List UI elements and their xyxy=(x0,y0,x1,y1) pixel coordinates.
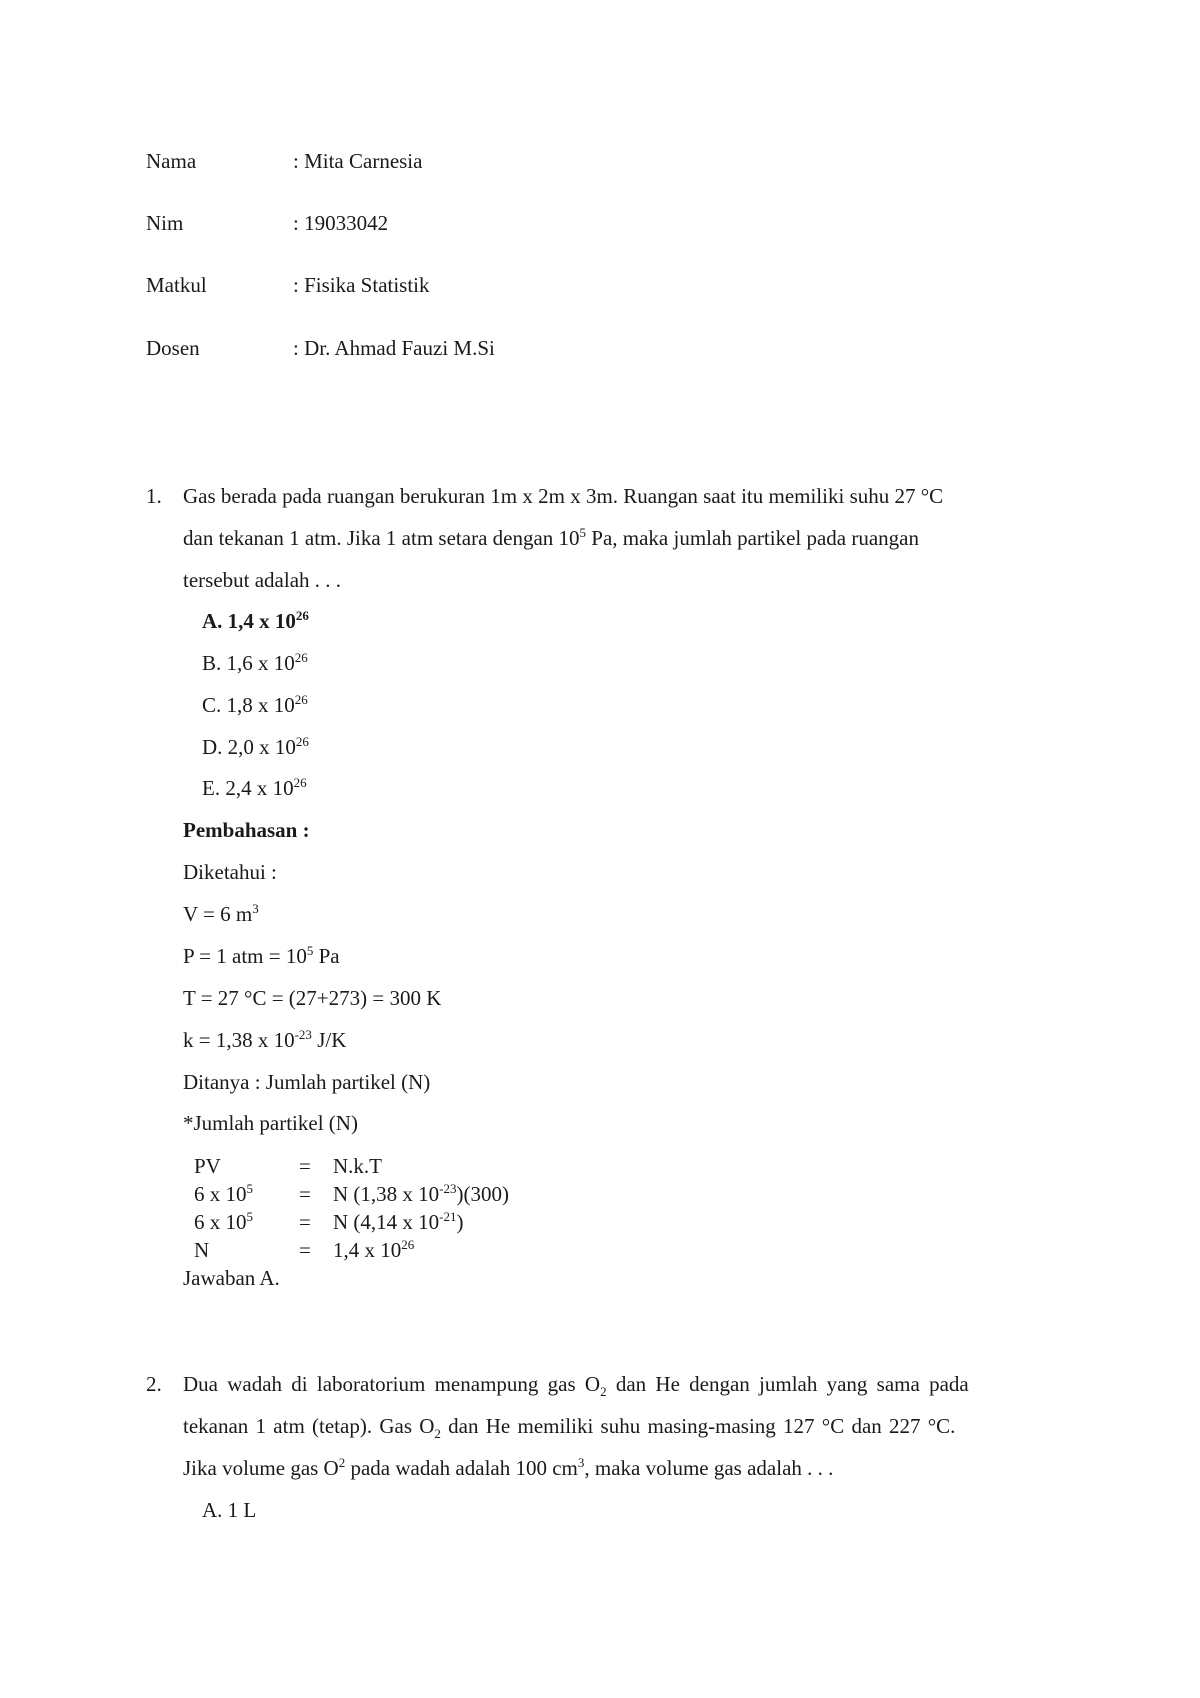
option-b: B. 1,6 x $10^{26}$ xyxy=(202,650,308,675)
label-matkul: Matkul xyxy=(146,273,207,297)
option-a-correct: A. 1,4 x $10^{26}$ xyxy=(202,608,309,633)
equation-row-2: 6 x $10^5$ = N (1,38 x $10^{-23})(300)$ xyxy=(194,1181,509,1206)
question-number: 1. xyxy=(146,484,162,508)
value-nama: : Mita Carnesia xyxy=(293,149,423,173)
equation-row-1: PV = N.k.T xyxy=(194,1154,382,1178)
question-text-line-1: Dua wadah di laboratorium menampung gas $O_2$ dan He dengan jumlah yang sama pada xyxy=(183,1372,969,1399)
label-nama: Nama xyxy=(146,149,197,173)
equation-row-4: N = 1,4 x $10^{26}$ xyxy=(194,1237,415,1262)
option-c: C. 1,8 x $10^{26}$ xyxy=(202,692,308,717)
value-dosen: : Dr. Ahmad Fauzi M.Si xyxy=(293,336,495,360)
value-nim: : 19033042 xyxy=(293,211,389,235)
known-boltzmann: k = 1,38 x $10^{-23}$ J/K xyxy=(183,1027,347,1052)
equation-row-3: 6 x $10^5$ = N (4,14 x $10^{-21}$) xyxy=(194,1209,464,1234)
question-text-line-2: tekanan 1 atm (tetap). Gas $O_2$ dan He memiliki suhu masing-masing 127 °C dan 227 °C. xyxy=(183,1414,956,1441)
option-d: D. 2,0 x $10^{26}$ xyxy=(202,734,309,759)
option-e: E. 2,4 x $10^{26}$ xyxy=(202,775,307,800)
option-a: A. 1 L xyxy=(202,1498,257,1522)
question-number: 2. xyxy=(146,1372,162,1396)
ditanya-line: Ditanya : Jumlah partikel (N) xyxy=(183,1070,431,1094)
label-nim: Nim xyxy=(146,211,184,235)
diketahui-label: Diketahui : xyxy=(183,860,277,884)
jumlah-partikel-heading: *Jumlah partikel (N) xyxy=(183,1111,358,1135)
pembahasan-heading: Pembahasan : xyxy=(183,818,310,842)
question-text-line-3: tersebut adalah . . . xyxy=(183,568,342,592)
question-text-line-1: Gas berada pada ruangan berukuran 1m x 2m x 3m. Ruangan saat itu memiliki suhu 27 °C xyxy=(183,484,944,508)
value-matkul: : Fisika Statistik xyxy=(293,273,430,297)
jawaban-line: Jawaban A. xyxy=(183,1266,280,1290)
label-dosen: Dosen xyxy=(146,336,200,360)
known-pressure: P = 1 atm = $10^5$ Pa xyxy=(183,943,340,968)
known-volume: V = 6 $m^3$ xyxy=(183,901,259,926)
known-temperature: T = 27 °C = (27+273) = 300 K xyxy=(183,986,442,1010)
question-text-line-2: dan tekanan 1 atm. Jika 1 atm setara dengan $10^5$ Pa, maka jumlah partikel pada ruangan xyxy=(183,525,919,550)
question-text-line-3: Jika volume gas $O^2$ pada wadah adalah 100 $cm^3$, maka volume gas adalah . . . xyxy=(183,1455,834,1480)
